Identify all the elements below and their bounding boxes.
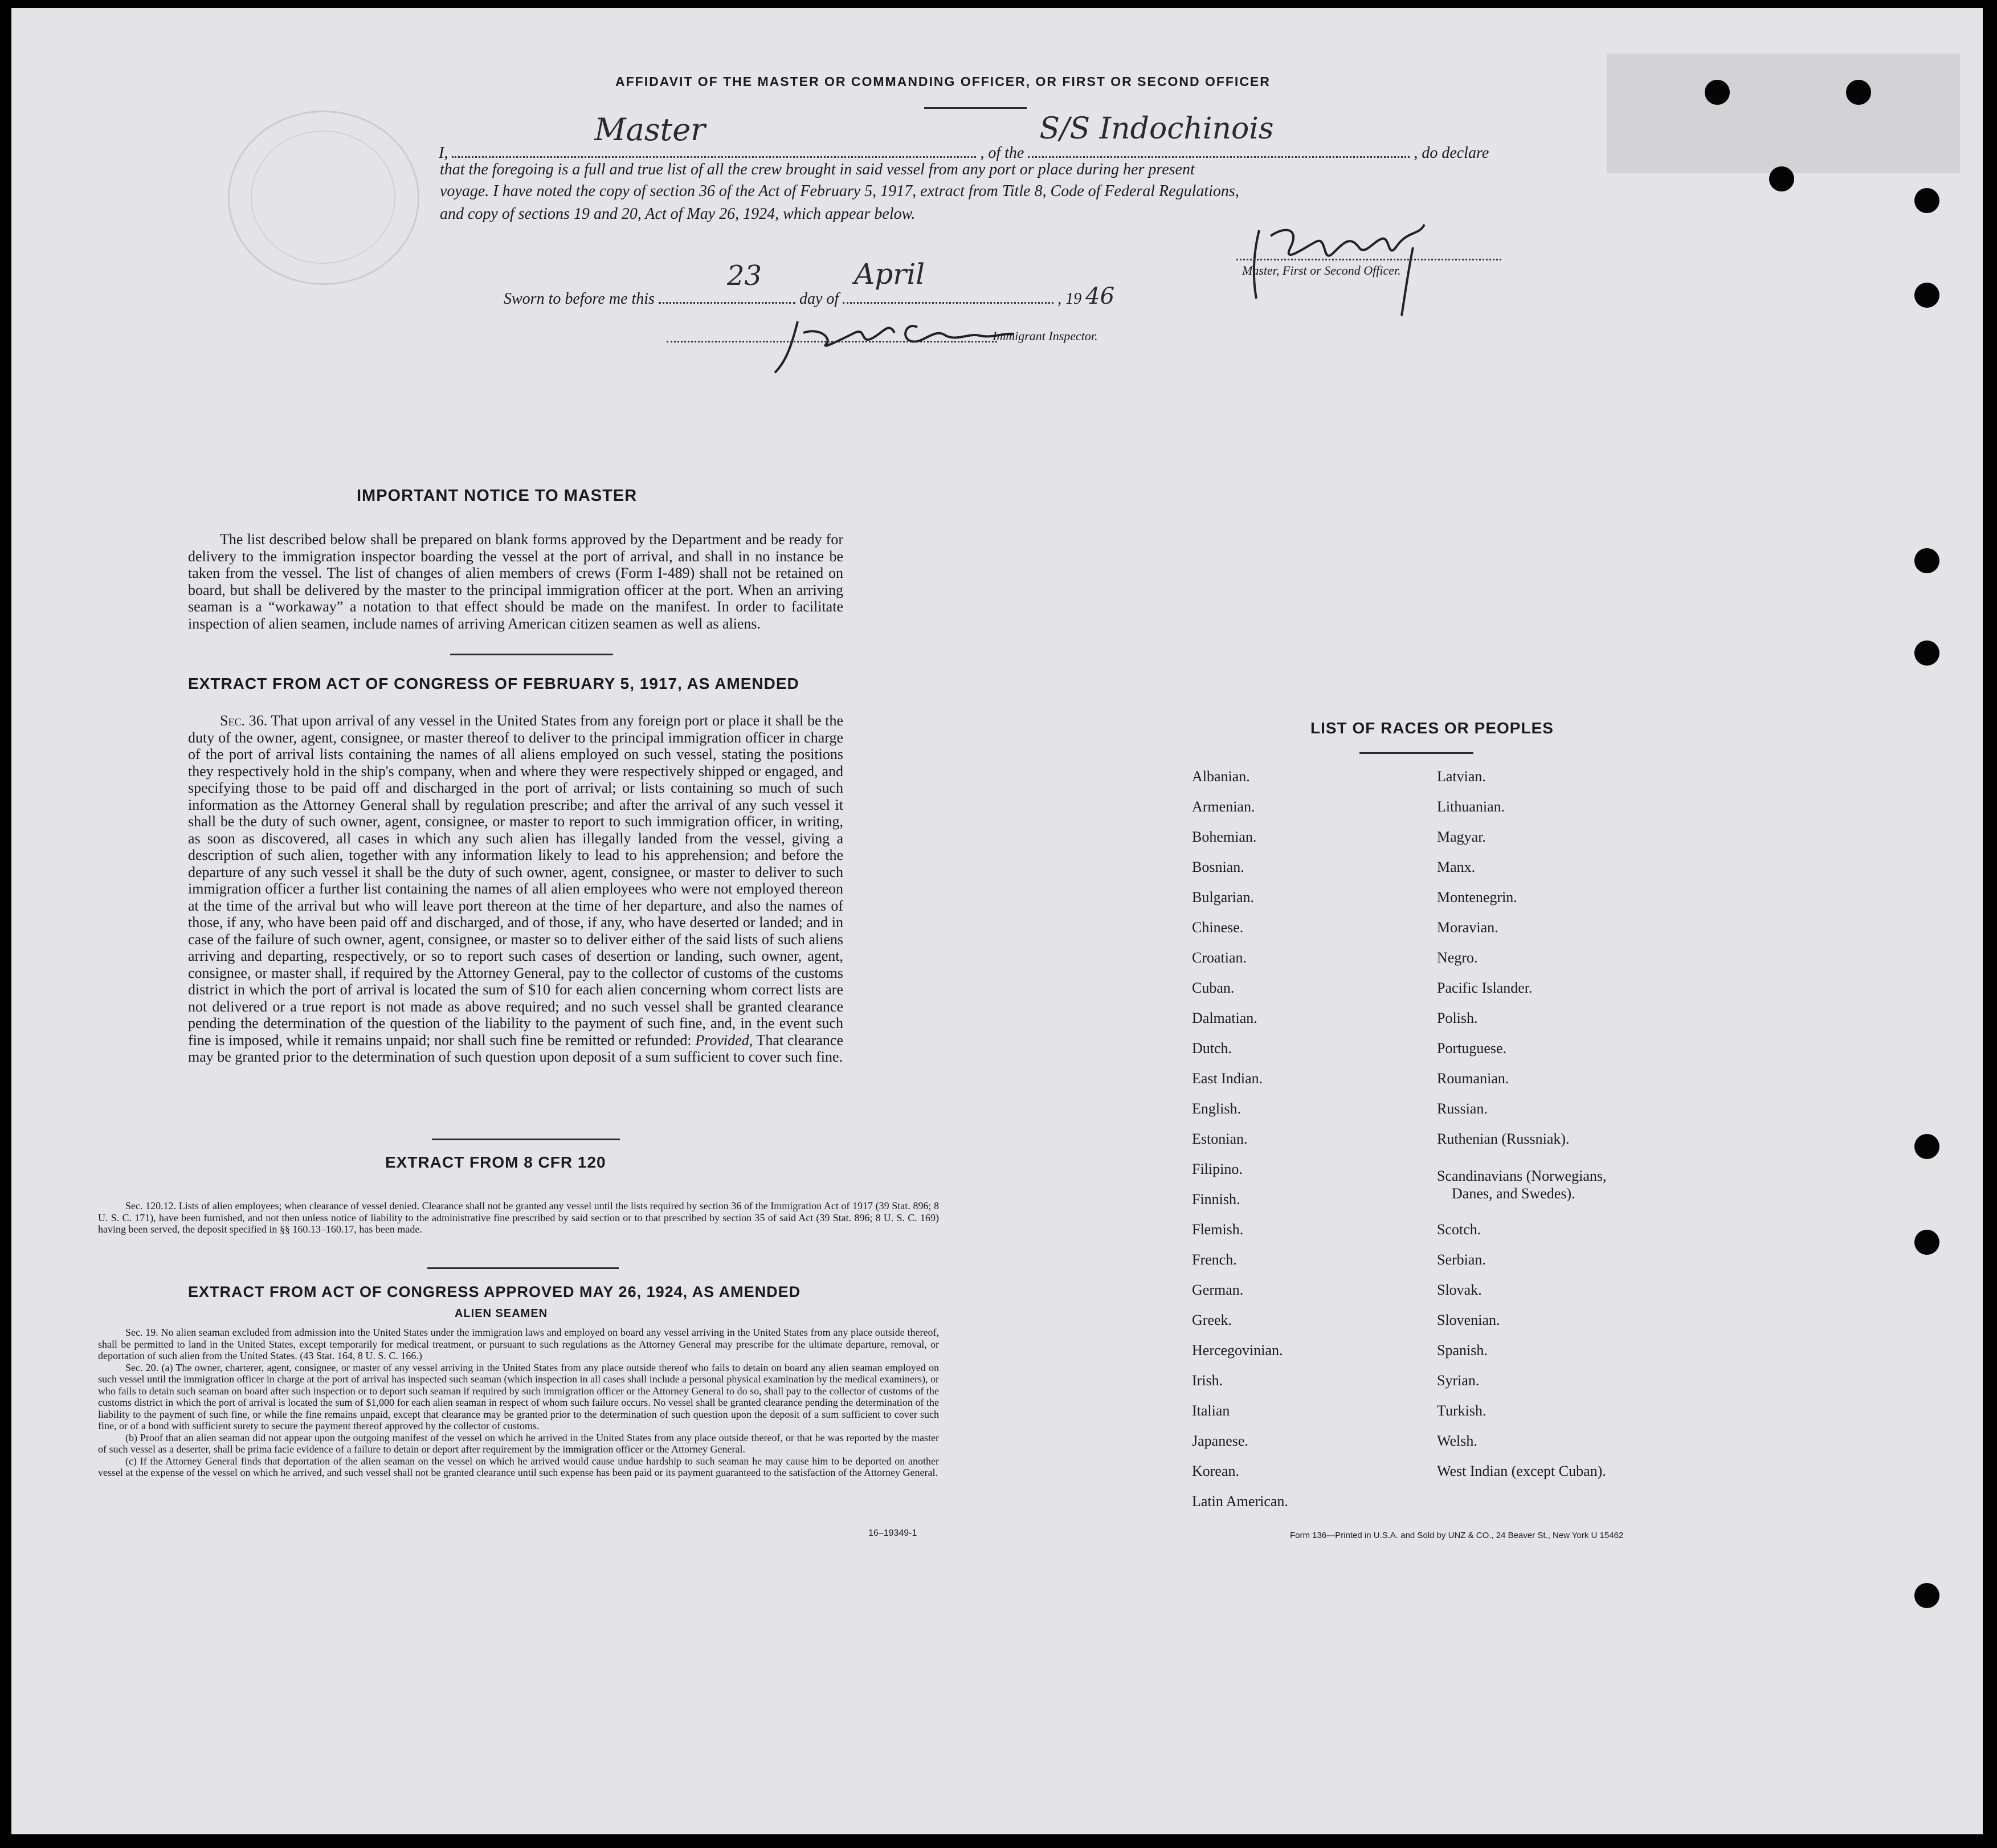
race-item: Manx.: [1437, 859, 1476, 875]
punch-hole: [1914, 1583, 1939, 1608]
race-item: Filipino.: [1192, 1161, 1243, 1177]
sworn-day-field: [659, 260, 795, 304]
race-item: Welsh.: [1437, 1433, 1477, 1449]
race-item: Finnish.: [1192, 1191, 1240, 1207]
race-item: Scotch.: [1437, 1221, 1481, 1238]
race-item: Dalmatian.: [1192, 1010, 1257, 1026]
sec36-text-a: That upon arrival of any vessel in the United States from any foreign port or place it shall be the duty of the owner, agent, consignee, or master thereof to deliver to the principal immigration officer in charge of the port of arrival lists containing the names of all aliens employed on such vessel, stating the positions they respectively hold in the ship's company, when and where they were respectively shipped or engaged, and specifying those to be paid off and discharged in the port of arrival; or lists containing so much of such information as the Attorney General shall by regulation prescribe; and after the arrival of any such vessel it shall be the duty of such owner, agent, consignee, or master to report to such immigration officer, in writing, as soon as discovered, all cases in which any such alien has illegally landed from the vessel, giving a description of such alien, together with any information likely to lead to his apprehension; and before the departure of any such vessel it shall be the duty of such owner, agent, consignee, or master to deliver to such immigration officer a further list containing the names of all alien employees who were not employed thereon at the time of the arrival but who will leave port thereon at the time of her departure, and also the names of those, if any, who have been paid off and discharged, and of those, if any, who have deserted or landed; and in case of the failure of such owner, agent, consignee, or master so to deliver either of the said lists of such aliens arriving and departing, respectively, or so to report such cases of desertion or landing, such owner, agent, consignee, or master shall, if required by the Attorney General, pay to the collector of customs of the customs district in which the port of arrival is located the sum of $10 for each alien concerning whom correct lists are not delivered or a true report is not made as above required; and no such vessel shall be granted clearance pending the determination of the question of the liability to the payment of such fine, and, in the event such fine is imposed, while it remains unpaid; nor shall such fine be remitted or refunded:: [188, 712, 844, 1049]
extract-1924-body: [98, 1327, 939, 1479]
affidavit-body-3: and copy of sections 19 and 20, Act of May 26, 1924, which appear below.: [440, 205, 916, 223]
sec20b-text: (b) Proof that an alien seaman did not appear upon the outgoing manifest of the vessel on which he arrived in the United States from any place outside thereof, or that he was reported by the master of such vessel as a deserter, shall be prima facie evidence of a failure to detain or deport after requirement by the immigration officer or the Attorney General.: [98, 1431, 939, 1455]
sec20a-text: Sec. 20. (a) The owner, charterer, agent, consignee, or master of any vessel arriving in the United States from any place outside thereof who fails to detain on board any alien seaman employed on such vessel until the immigration officer in charge at the port of arrival has inspected such seaman (which inspection in all cases shall include a personal physical examination by the medical examiners), or who fails to detain such seaman on board after such inspection or to deport such seaman if required by such immigration officer or the Attorney General to do so, shall pay to the collector of customs of the customs district in which the port of arrival is located the sum of $1,000 for each alien seaman in respect of whom such failure occurs. No vessel shall be granted clearance pending the determination of the liability to the payment of such fine, or while the fine remains unpaid, except that clearance may be granted prior to the determination of such question upon the deposit of a sum sufficient to cover such fine, or of a bond with sufficient surety to secure the payment thereof approved by the collector of customs.: [98, 1361, 939, 1431]
of-the-label: , of the: [980, 144, 1024, 162]
divider: [432, 1139, 620, 1140]
race-item: Irish.: [1192, 1372, 1223, 1389]
race-item: Polish.: [1437, 1010, 1478, 1026]
punch-hole: [1914, 641, 1939, 666]
punch-hole: [1846, 80, 1871, 105]
race-item: Magyar.: [1437, 829, 1486, 845]
punch-hole: [1914, 1134, 1939, 1159]
declare-label: , do declare: [1414, 144, 1489, 162]
race-item: Spanish.: [1437, 1342, 1488, 1359]
signature-caption: Master, First or Second Officer.: [1242, 263, 1401, 278]
signature-dotted-line: [1236, 259, 1501, 260]
inspector-dotted-line: [667, 341, 997, 342]
sworn-label: Sworn to before me this: [504, 290, 655, 308]
inspector-caption: Immigrant Inspector.: [993, 329, 1098, 343]
notice-text: The list described below shall be prepared on blank forms approved by the Department and be ready for delivery to the immigration inspector boarding the vessel at the port of arrival, and shall in no instance be taken from the vessel. The list of changes of alien members of crews (Form I-489) shall not be retained on board, but shall be delivered by the master to the principal immigration officer at the port. When an arriving seaman is a “workaway” a notation to that effect should be made on the manifest. In order to facilitate inspection of alien seamen, include names of arriving American citizen seamen as well as aliens.: [188, 531, 843, 632]
handwritten-year: 46: [1085, 283, 1115, 309]
handwritten-day: 23: [726, 260, 762, 292]
race-item: Lithuanian.: [1437, 798, 1505, 815]
sec19-text: Sec. 19. No alien seaman excluded from admission into the United States under the immigration laws and employed on board any vessel arriving in the United States from any place outside thereof, shall be permitted to land in the United States, except temporarily for medical treatment, or pursuant to such regulations as the Attorney General may prescribe for the ultimate departure, removal, or deportation of such alien from the United States. (43 Stat. 164, 8 U. S. C. 166.): [98, 1327, 939, 1361]
race-item-continued: Danes, and Swedes).: [1452, 1185, 1575, 1202]
sworn-month-field: [843, 258, 1053, 304]
race-item: Roumanian.: [1437, 1070, 1509, 1087]
race-item: Hercegovinian.: [1192, 1342, 1283, 1359]
handwritten-master: Master: [594, 112, 705, 148]
sworn-line: [504, 258, 1115, 309]
race-item: English.: [1192, 1100, 1241, 1117]
race-item: Korean.: [1192, 1463, 1240, 1479]
day-of-label: day of: [799, 290, 839, 308]
race-item: Montenegrin.: [1437, 889, 1517, 905]
race-item: Slovenian.: [1437, 1312, 1500, 1328]
race-item: Russian.: [1437, 1100, 1488, 1117]
inspector-signature: [763, 310, 1026, 384]
vessel-field: [1028, 112, 1410, 158]
i-name-field: [452, 112, 976, 158]
embossed-seal-inner: [251, 130, 395, 264]
i-label: I,: [439, 144, 448, 162]
year-prefix: , 19: [1057, 290, 1082, 308]
race-item: Flemish.: [1192, 1221, 1244, 1238]
race-item: Dutch.: [1192, 1040, 1232, 1056]
divider: [1359, 752, 1473, 754]
punch-hole: [1914, 283, 1939, 308]
divider: [427, 1267, 619, 1269]
race-item: Syrian.: [1437, 1372, 1480, 1389]
stamp-shadow: [1607, 54, 1960, 173]
race-item: Latvian.: [1437, 768, 1486, 785]
race-item: Negro.: [1437, 949, 1478, 966]
sec20c-text: (c) If the Attorney General finds that deportation of the alien seaman on the vessel on which he arrived would cause undue hardship to such seaman he may cause him to be deported on another vessel at the expense of the vessel on which he arrived, and such vessel shall not be granted clearance until such expense has been paid or its payment guaranteed to the satisfaction of the Attorney General.: [98, 1455, 939, 1478]
race-item: Bohemian.: [1192, 829, 1257, 845]
handwritten-month: April: [854, 258, 925, 291]
race-item: French.: [1192, 1251, 1237, 1268]
race-item: Turkish.: [1437, 1402, 1486, 1419]
affidavit-declaration-line: [439, 112, 1489, 162]
extract-1917-title: EXTRACT FROM ACT OF CONGRESS OF FEBRUARY 5, 1917, AS AMENDED: [188, 675, 799, 692]
race-item: Estonian.: [1192, 1131, 1248, 1147]
extract-cfr-title: EXTRACT FROM 8 CFR 120: [385, 1153, 606, 1171]
document-page: [11, 8, 1983, 1834]
race-item: Portuguese.: [1437, 1040, 1507, 1056]
race-item: Albanian.: [1192, 768, 1250, 785]
race-item: Armenian.: [1192, 798, 1255, 815]
race-item: Croatian.: [1192, 949, 1247, 966]
cfr-text: Sec. 120.12. Lists of alien employees; when clearance of vessel denied. Clearance shall not be granted any vessel until the lists required by section 36 of the Immigration Act of 1917 (39 Stat. 896; 8 U. S. C. 171), have been furnished, and not then unless notice of liability to the administrative fine prescribed by said section or to that prescribed by section 35 of said Act (39 Stat. 896; 8 U. S. C. 169) having been served, the deposit specified in §§ 160.13–160.17, has been made.: [98, 1200, 939, 1235]
sec36-text-b: That clearance may be granted prior to the determination of such question upon deposit of a sum sufficient to cover such fine.: [188, 1031, 843, 1065]
race-item: Greek.: [1192, 1312, 1232, 1328]
punch-hole: [1914, 1230, 1939, 1255]
race-item: Scandinavians (Norwegians,: [1437, 1168, 1607, 1184]
divider: [450, 654, 613, 655]
race-item: Slovak.: [1437, 1282, 1482, 1298]
race-item: Moravian.: [1437, 919, 1498, 936]
provided-word: Provided,: [695, 1031, 753, 1049]
race-item: Japanese.: [1192, 1433, 1248, 1449]
extract-1924-subtitle: ALIEN SEAMEN: [455, 1307, 548, 1320]
divider: [924, 107, 1027, 109]
punch-hole: [1914, 188, 1939, 213]
affidavit-title: AFFIDAVIT OF THE MASTER OR COMMANDING OFFICER, OR FIRST OR SECOND OFFICER: [615, 74, 1271, 89]
race-item: Latin American.: [1192, 1493, 1288, 1510]
handwritten-vessel: S/S Indochinois: [1039, 112, 1274, 146]
race-item: Cuban.: [1192, 980, 1235, 996]
extract-1924-title: EXTRACT FROM ACT OF CONGRESS APPROVED MAY 26, 1924, AS AMENDED: [188, 1283, 801, 1300]
notice-title: IMPORTANT NOTICE TO MASTER: [357, 487, 638, 505]
notice-body: [188, 531, 843, 632]
punch-hole: [1705, 80, 1730, 105]
punch-hole: [1914, 548, 1939, 573]
race-item: Serbian.: [1437, 1251, 1486, 1268]
race-item: Chinese.: [1192, 919, 1244, 936]
race-item: Pacific Islander.: [1437, 980, 1533, 996]
races-title: LIST OF RACES OR PEOPLES: [1310, 719, 1554, 737]
race-item: East Indian.: [1192, 1070, 1263, 1087]
race-item: West Indian (except Cuban).: [1437, 1463, 1606, 1479]
affidavit-body-1: that the foregoing is a full and true list of all the crew brought in said vessel from any port or place during her present: [440, 161, 1195, 178]
race-item: Ruthenian (Russniak).: [1437, 1131, 1570, 1147]
race-item: Italian: [1192, 1402, 1230, 1419]
race-item: German.: [1192, 1282, 1244, 1298]
punch-hole: [1769, 166, 1794, 191]
form-code: 16–19349-1: [868, 1528, 917, 1538]
sec36-label: Sec. 36.: [220, 712, 268, 729]
extract-cfr-body: [98, 1200, 939, 1235]
extract-1917-body: [188, 712, 843, 1066]
race-item: Bosnian.: [1192, 859, 1244, 875]
affidavit-body-2: voyage. I have noted the copy of section 36 of the Act of February 5, 1917, extract from Title 8, Code of Federal Regulations,: [440, 182, 1239, 200]
form-note: Form 136—Printed in U.S.A. and Sold by UNZ & CO., 24 Beaver St., New York U 15462: [1290, 1531, 1624, 1540]
race-item: Bulgarian.: [1192, 889, 1255, 905]
